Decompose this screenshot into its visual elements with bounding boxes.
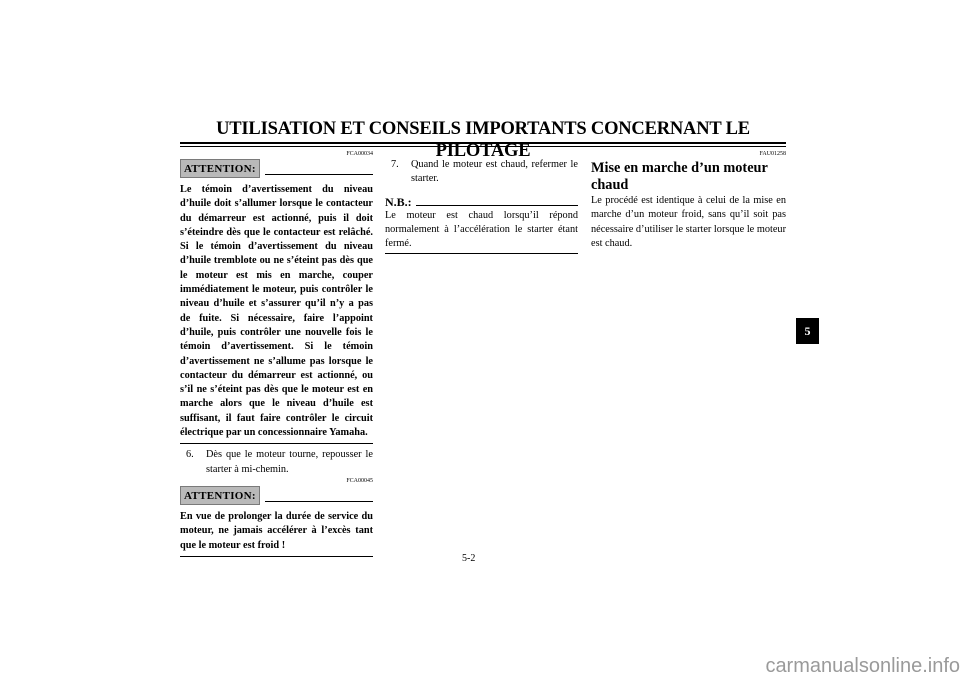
header-rule bbox=[180, 142, 786, 144]
attention-end-rule bbox=[180, 556, 373, 557]
column-right bbox=[591, 150, 786, 251]
step-number: 6. bbox=[186, 449, 194, 461]
column-left bbox=[180, 150, 373, 557]
attention-header bbox=[180, 485, 373, 505]
section-title: Mise en marche d’un moteur chaud bbox=[591, 160, 768, 193]
nb-rule bbox=[416, 205, 578, 206]
cold-engine-warning-text: En vue de prolonger la durée de service du moteur, ne jamais accélérer à l’excès tant que le moteur est froid ! bbox=[180, 510, 373, 551]
step-number: 7. bbox=[391, 159, 399, 170]
attention-label: ATTENTION: bbox=[180, 159, 260, 178]
reference-code: FCA00034 bbox=[346, 151, 373, 157]
oil-warning-text: Le témoin d’avertissement du niveau d’huile doit s’allumer lorsque le contacteur du démarreur est actionné, puis il doit s’éteindre dès que le contacteur est relâché. Si le témoin d’avertissement du niveau d’huile tremblote ou ne s’éteint pas dès que le moteur est mis en marche, couper immédiatement le moteur, puis contrôler le niveau d’huile et s’assurer qu’il n’y a pas de fuite. Si nécessaire, faire l’appoint d’huile, puis contrôler une nouvelle fois le témoin d’avertissement. Si le témoin d’avertissement ne s’allume pas lorsque le contacteur du démarreur est actionné, ou s’il ne s’éteint pas dès que le moteur est en marche alors que le niveau d’huile est suffisant, il faut faire contrôler le circuit électrique par un concessionnaire Yamaha. bbox=[180, 184, 373, 439]
chapter-tab: 5 bbox=[796, 318, 819, 344]
nb-label: N.B.: bbox=[385, 194, 412, 209]
attention-label: ATTENTION: bbox=[180, 486, 260, 505]
step-text: Dès que le moteur tourne, repousser le starter à mi-chemin. bbox=[206, 449, 373, 475]
page-header-title: UTILISATION ET CONSEILS IMPORTANTS CONCERNANT LE PILOTAGE bbox=[216, 119, 750, 161]
attention-rule bbox=[265, 174, 373, 175]
step-text: Quand le moteur est chaud, refermer le starter. bbox=[411, 159, 578, 185]
nb-header bbox=[385, 195, 578, 209]
nb-text: Le moteur est chaud lorsqu’il répond normalement à l’accélération le starter étant fermé. bbox=[385, 209, 578, 250]
header-rule-thin bbox=[180, 146, 786, 147]
attention-header bbox=[180, 158, 373, 178]
attention-end-rule bbox=[180, 443, 373, 444]
nb-end-rule bbox=[385, 253, 578, 254]
reference-code: FAU01258 bbox=[759, 151, 786, 157]
section-text: Le procédé est identique à celui de la mise en marche d’un moteur froid, sans qu’il soit pas nécessaire d’utiliser le starter lorsque le moteur est chaud. bbox=[591, 195, 786, 249]
watermark: carmanualsonline.info bbox=[765, 655, 960, 677]
step-7 bbox=[385, 158, 578, 187]
page-number: 5-2 bbox=[462, 553, 476, 564]
reference-code: FCA00045 bbox=[346, 477, 373, 484]
column-middle bbox=[385, 150, 578, 254]
attention-rule bbox=[265, 501, 373, 502]
step-6 bbox=[180, 448, 373, 477]
